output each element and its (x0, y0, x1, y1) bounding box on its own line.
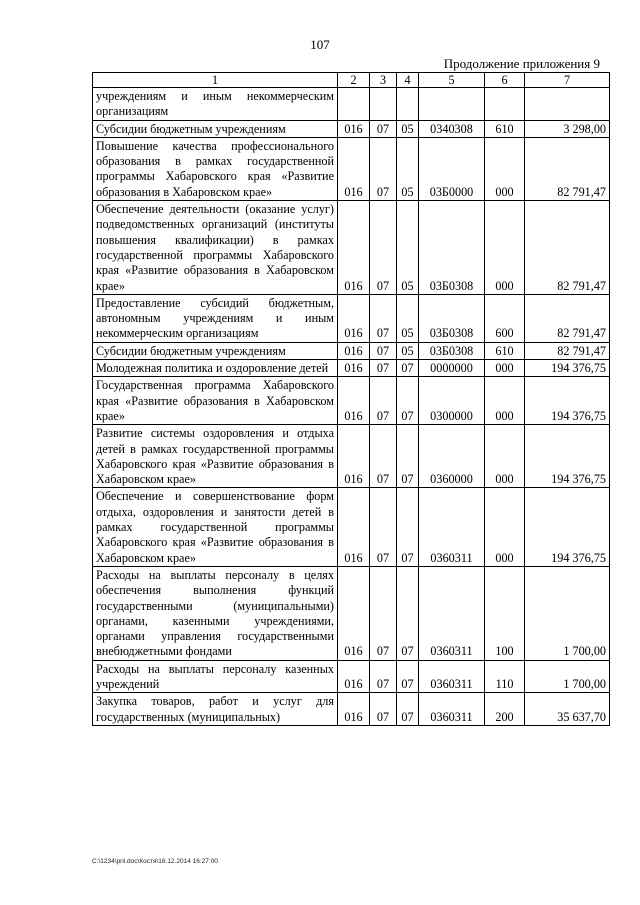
row-target-code: 0360311 (419, 566, 485, 660)
header-col-3: 3 (370, 73, 397, 88)
row-amount: 35 637,70 (525, 693, 610, 726)
row-amount: 82 791,47 (525, 342, 610, 359)
row-target-code: 03Б0308 (419, 342, 485, 359)
row-expense-type-code: 000 (485, 425, 525, 488)
table-row (93, 425, 610, 488)
row-name: Расходы на выплаты персоналу в целях обеспечения выполнения функций государственными (муниципальными) органами, казенными учреждениями, органами управления государственными внебюджетными фондами (93, 566, 338, 660)
table-row (93, 693, 610, 726)
row-expense-type-code: 100 (485, 566, 525, 660)
row-subsection-code: 05 (397, 137, 419, 200)
row-admin-code: 016 (338, 137, 370, 200)
row-name: учреждениям и иным некоммерческим организациям (93, 88, 338, 121)
header-row (93, 73, 610, 88)
row-subsection-code: 05 (397, 120, 419, 137)
row-section-code: 07 (370, 201, 397, 295)
row-name: Повышение качества профессионального образования в рамках государственной программы Хабаровского края «Развитие образования в Хабаровском крае» (93, 137, 338, 200)
row-subsection-code: 07 (397, 693, 419, 726)
table-row (93, 377, 610, 425)
row-section-code: 07 (370, 693, 397, 726)
row-subsection-code: 07 (397, 360, 419, 377)
row-target-code: 0000000 (419, 360, 485, 377)
row-target-code: 03Б0308 (419, 294, 485, 342)
row-expense-type-code: 200 (485, 693, 525, 726)
footer-file-path: C:\1234\pril.doc\Костя\16.12.2014 16:27:00 (92, 858, 218, 865)
row-expense-type-code (485, 88, 525, 121)
table-body (93, 88, 610, 726)
row-name: Субсидии бюджетным учреждениям (93, 120, 338, 137)
row-subsection-code: 07 (397, 488, 419, 566)
row-target-code: 0360311 (419, 488, 485, 566)
row-admin-code: 016 (338, 488, 370, 566)
row-subsection-code: 07 (397, 660, 419, 693)
continuation-label: Продолжение приложения 9 (443, 56, 600, 71)
row-amount: 82 791,47 (525, 201, 610, 295)
row-admin-code: 016 (338, 425, 370, 488)
row-name: Молодежная политика и оздоровление детей (93, 360, 338, 377)
row-name: Обеспечение деятельности (оказание услуг) подведомственных организаций (институты повышения квалификации) в рамках государственной программы Хабаровского края «Развитие образования в Хабаровском крае» (93, 201, 338, 295)
table-row (93, 137, 610, 200)
row-subsection-code: 05 (397, 294, 419, 342)
row-expense-type-code: 000 (485, 360, 525, 377)
row-target-code: 03Б0000 (419, 137, 485, 200)
row-name: Закупка товаров, работ и услуг для государственных (муниципальных) (93, 693, 338, 726)
row-name: Государственная программа Хабаровского края «Развитие образования в Хабаровском крае» (93, 377, 338, 425)
row-expense-type-code: 000 (485, 377, 525, 425)
row-amount: 1 700,00 (525, 566, 610, 660)
row-amount: 82 791,47 (525, 294, 610, 342)
row-admin-code: 016 (338, 201, 370, 295)
row-subsection-code (397, 88, 419, 121)
header-col-5: 5 (419, 73, 485, 88)
row-name: Обеспечение и совершенствование форм отдыха, оздоровления и занятости детей в рамках государственной программы Хабаровского края «Развитие образования в Хабаровском крае» (93, 488, 338, 566)
header-col-7: 7 (525, 73, 610, 88)
row-admin-code (338, 88, 370, 121)
row-section-code: 07 (370, 137, 397, 200)
row-expense-type-code: 110 (485, 660, 525, 693)
row-section-code: 07 (370, 377, 397, 425)
row-admin-code: 016 (338, 120, 370, 137)
row-section-code: 07 (370, 660, 397, 693)
row-target-code: 0360000 (419, 425, 485, 488)
row-expense-type-code: 000 (485, 201, 525, 295)
row-section-code (370, 88, 397, 121)
row-expense-type-code: 600 (485, 294, 525, 342)
row-subsection-code: 05 (397, 342, 419, 359)
row-target-code: 0340308 (419, 120, 485, 137)
row-admin-code: 016 (338, 660, 370, 693)
row-subsection-code: 05 (397, 201, 419, 295)
row-admin-code: 016 (338, 693, 370, 726)
header-col-6: 6 (485, 73, 525, 88)
row-section-code: 07 (370, 488, 397, 566)
row-admin-code: 016 (338, 294, 370, 342)
row-section-code: 07 (370, 294, 397, 342)
row-admin-code: 016 (338, 342, 370, 359)
row-section-code: 07 (370, 425, 397, 488)
row-name: Развитие системы оздоровления и отдыха детей в рамках государственной программы Хабаровского края «Развитие образования в Хабаровском крае» (93, 425, 338, 488)
table-row (93, 294, 610, 342)
row-name: Расходы на выплаты персоналу казенных учреждений (93, 660, 338, 693)
row-subsection-code: 07 (397, 566, 419, 660)
table-row (93, 342, 610, 359)
row-amount: 194 376,75 (525, 377, 610, 425)
row-expense-type-code: 610 (485, 342, 525, 359)
row-admin-code: 016 (338, 377, 370, 425)
row-name: Субсидии бюджетным учреждениям (93, 342, 338, 359)
row-expense-type-code: 000 (485, 488, 525, 566)
row-amount (525, 88, 610, 121)
row-name: Предоставление субсидий бюджетным, автономным учреждениям и иным некоммерческим организациям (93, 294, 338, 342)
row-subsection-code: 07 (397, 377, 419, 425)
row-target-code: 0360311 (419, 693, 485, 726)
row-amount: 1 700,00 (525, 660, 610, 693)
table-row (93, 201, 610, 295)
table-row (93, 660, 610, 693)
row-target-code: 03Б0308 (419, 201, 485, 295)
row-expense-type-code: 000 (485, 137, 525, 200)
row-section-code: 07 (370, 566, 397, 660)
row-section-code: 07 (370, 120, 397, 137)
row-amount: 194 376,75 (525, 360, 610, 377)
table-row (93, 566, 610, 660)
table-row (93, 120, 610, 137)
row-target-code: 0300000 (419, 377, 485, 425)
row-section-code: 07 (370, 360, 397, 377)
row-section-code: 07 (370, 342, 397, 359)
row-target-code: 0360311 (419, 660, 485, 693)
row-amount: 82 791,47 (525, 137, 610, 200)
table-row (93, 88, 610, 121)
row-admin-code: 016 (338, 360, 370, 377)
header-col-4: 4 (397, 73, 419, 88)
row-expense-type-code: 610 (485, 120, 525, 137)
header-col-2: 2 (338, 73, 370, 88)
row-amount: 194 376,75 (525, 488, 610, 566)
page-number: 107 (310, 37, 330, 52)
table-row (93, 360, 610, 377)
table-row (93, 488, 610, 566)
row-admin-code: 016 (338, 566, 370, 660)
header-col-1: 1 (93, 73, 338, 88)
row-subsection-code: 07 (397, 425, 419, 488)
budget-table (92, 72, 610, 726)
row-amount: 3 298,00 (525, 120, 610, 137)
row-target-code (419, 88, 485, 121)
row-amount: 194 376,75 (525, 425, 610, 488)
